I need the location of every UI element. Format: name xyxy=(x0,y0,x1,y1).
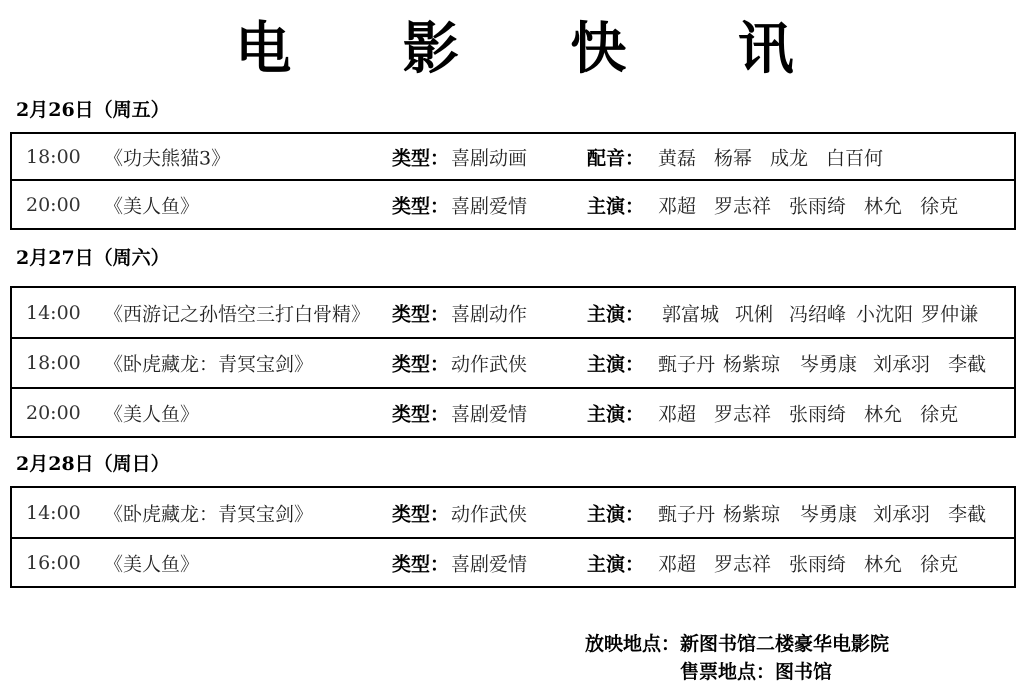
cast-list xyxy=(658,350,986,377)
showtime: 18:00 xyxy=(26,352,81,374)
showtime: 18:00 xyxy=(26,145,81,168)
movie-title: 《美人鱼》 xyxy=(104,195,200,217)
cast-member: 张雨绮 xyxy=(789,553,847,575)
table-row xyxy=(12,539,1014,586)
showtime: 14:00 xyxy=(26,301,81,324)
cast-member: 杨紫琼 xyxy=(723,353,781,376)
genre-value: 动作武侠 xyxy=(451,503,528,525)
cast-label: 主演： xyxy=(587,195,645,217)
genre-label: 类型： xyxy=(392,403,450,425)
genre-label: 类型： xyxy=(392,353,450,376)
cast-member: 李截 xyxy=(948,353,987,376)
cast-member: 刘承羽 xyxy=(873,503,931,525)
genre-value: 喜剧动作 xyxy=(451,303,528,325)
cast-list xyxy=(658,549,976,576)
cast-member: 邓超 xyxy=(658,553,697,575)
cast-member: 甄子丹 xyxy=(658,503,716,525)
cast-label: 主演： xyxy=(587,403,645,425)
cast-member: 白百何 xyxy=(826,147,884,169)
cast-list xyxy=(658,143,901,170)
cast-member: 邓超 xyxy=(658,195,697,217)
showtime: 20:00 xyxy=(26,193,81,216)
cast-member: 巩俐 xyxy=(735,303,774,325)
cast-member: 罗志祥 xyxy=(714,403,772,425)
genre-label: 类型： xyxy=(392,195,450,217)
genre-value: 喜剧动画 xyxy=(451,147,528,169)
table-row xyxy=(12,181,1014,228)
cast-member: 罗志祥 xyxy=(714,195,772,217)
showtime: 20:00 xyxy=(26,401,81,424)
cast-member: 甄子丹 xyxy=(658,353,716,376)
movie-title: 《西游记之孙悟空三打白骨精》 xyxy=(104,303,371,325)
genre-value: 喜剧爱情 xyxy=(451,195,528,217)
genre-value: 喜剧爱情 xyxy=(451,553,528,575)
cast-member: 徐克 xyxy=(920,195,959,217)
cast-member: 李截 xyxy=(948,503,987,525)
table-row xyxy=(12,488,1014,539)
cast-label: 主演： xyxy=(587,553,645,575)
cast-member: 罗仲谦 xyxy=(921,303,979,325)
showtime: 14:00 xyxy=(26,501,81,524)
movie-title: 《卧虎藏龙：青冥宝剑》 xyxy=(104,503,314,525)
genre-label: 类型： xyxy=(392,303,450,325)
genre-value: 喜剧爱情 xyxy=(451,403,528,425)
cast-member: 林允 xyxy=(864,553,903,575)
cast-member: 邓超 xyxy=(658,403,697,425)
cast-member: 林允 xyxy=(864,195,903,217)
cast-member: 林允 xyxy=(864,403,903,425)
cast-member: 罗志祥 xyxy=(714,553,772,575)
cast-member: 杨紫琼 xyxy=(723,503,781,525)
table-row xyxy=(12,288,1014,339)
cast-member: 冯绍峰 xyxy=(789,303,847,325)
table-row xyxy=(12,339,1014,389)
schedule-table xyxy=(10,286,1016,438)
cast-member: 黄磊 xyxy=(658,147,697,169)
cast-list xyxy=(662,299,978,326)
genre-label: 类型： xyxy=(392,553,450,575)
cast-member: 徐克 xyxy=(920,403,959,425)
cast-member: 张雨绮 xyxy=(789,403,847,425)
day-heading: 2月26日（周五） xyxy=(16,99,170,121)
cast-label: 主演： xyxy=(587,303,645,325)
cast-label: 主演： xyxy=(587,503,645,525)
genre-label: 类型： xyxy=(392,503,450,525)
cast-list xyxy=(658,499,986,526)
ticket-info: 售票地点：图书馆 xyxy=(680,661,833,683)
day-heading: 2月27日（周六） xyxy=(16,247,170,269)
showtime: 16:00 xyxy=(26,551,81,574)
cast-member: 张雨绮 xyxy=(789,195,847,217)
schedule-table xyxy=(10,486,1016,588)
movie-title: 《美人鱼》 xyxy=(104,553,200,575)
cast-member: 刘承羽 xyxy=(873,353,931,376)
cast-label: 配音： xyxy=(587,147,645,169)
movie-title: 《卧虎藏龙：青冥宝剑》 xyxy=(104,353,314,376)
cast-list xyxy=(658,191,976,218)
cast-member: 郭富城 xyxy=(662,303,720,325)
cast-member: 成龙 xyxy=(770,147,809,169)
movie-title: 《美人鱼》 xyxy=(104,403,200,425)
day-heading: 2月28日（周日） xyxy=(16,453,170,475)
cast-member: 杨幂 xyxy=(714,147,753,169)
movie-title: 《功夫熊猫3》 xyxy=(104,147,231,169)
cast-label: 主演： xyxy=(587,353,645,376)
genre-label: 类型： xyxy=(392,147,450,169)
cast-member: 徐克 xyxy=(920,553,959,575)
cast-member: 岑勇康 xyxy=(800,353,858,376)
venue-info: 放映地点：新图书馆二楼豪华电影院 xyxy=(585,633,890,655)
table-row xyxy=(12,134,1014,181)
cast-list xyxy=(658,399,976,426)
schedule-table xyxy=(10,132,1016,230)
cast-member: 小沈阳 xyxy=(856,303,914,325)
cast-member: 岑勇康 xyxy=(800,503,858,525)
table-row xyxy=(12,389,1014,436)
genre-value: 动作武侠 xyxy=(451,353,528,376)
page-title: 电 影 快 讯 xyxy=(235,17,840,82)
